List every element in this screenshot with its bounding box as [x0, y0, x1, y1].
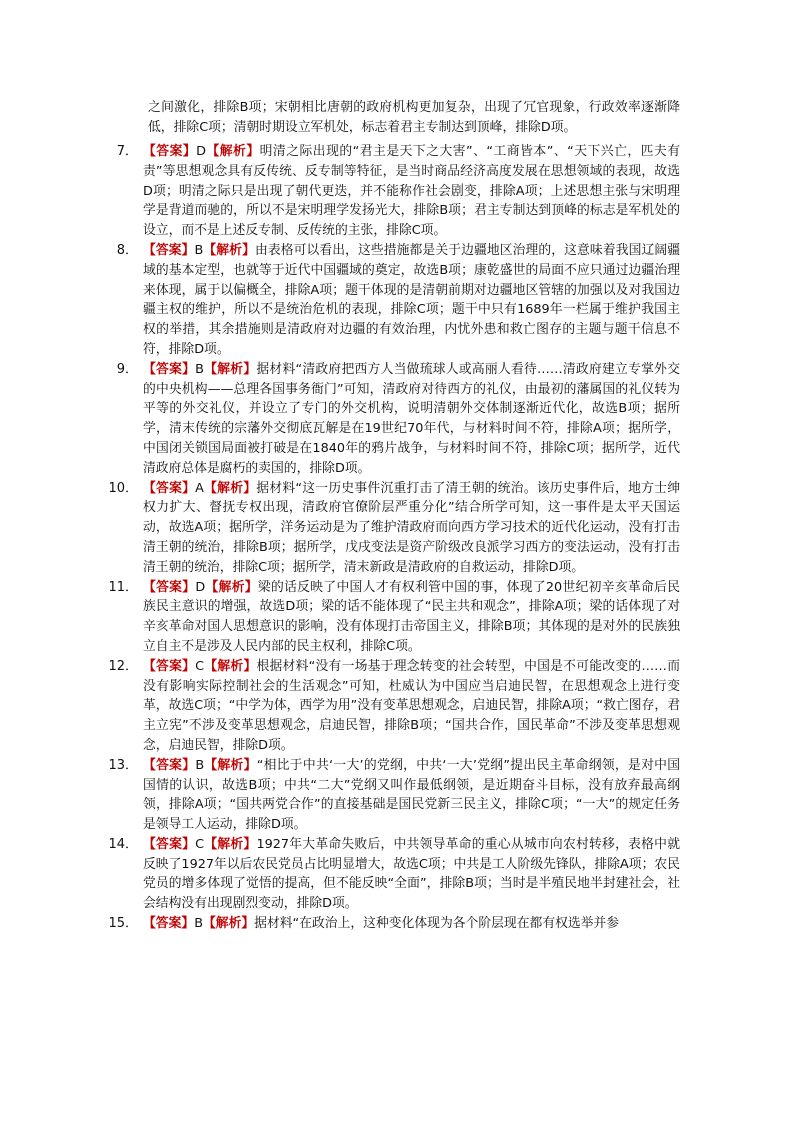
answer-choice: A — [195, 480, 204, 496]
item-number: 11． — [108, 579, 138, 595]
item-number: 14． — [108, 836, 138, 852]
answer-label: 【答案】 — [143, 836, 196, 852]
item-number: 15． — [108, 916, 138, 932]
item-number: 8． — [116, 242, 138, 258]
answer-item — [105, 657, 680, 756]
analysis-label: 【解析】 — [206, 144, 260, 159]
item-body — [143, 657, 680, 756]
analysis-text: 据材料“这一历史事件沉重打击了清王朝的统治。该历史事件后，地方士绅权力扩大、督抚专权出现，清政府官僚阶层严重分化”结合所学可知，这一事件是太平天国运动，故选A项；据所学，洋务运动是为了维护清政府而向西方学习技术的近代化运动，没有打击清王朝的统治，排除B项；据所学，戊戌变法是资产阶级改良派学习西方的变法运动，没有打击清王朝的统治，排除C项；据所学，清末新政是清政府的自救运动，排除D项。 — [143, 480, 680, 575]
item-number: 13． — [108, 757, 138, 773]
analysis-text: 明清之际出现的“君主是天下之大害”、“工商皆本”、“天下兴亡，匹夫有责”等思想观念具有反传统、反专制等特征，是当时商品经济高度发展在思想领域的表现，故选D项；明清之际只是出现了朝代更迭，并不能称作社会剧变，排除A项；上述思想主张与宋明理学是背道而驰的，所以不是宋明理学发扬光大，排除B项；君主专制达到顶峰的标志是军机处的设立，而不是上述反专制、反传统的主张，排除C项。 — [143, 144, 681, 239]
answer-item — [105, 914, 680, 934]
answer-choice: B — [194, 242, 204, 258]
answer-item — [105, 241, 680, 360]
item-number: 7． — [116, 144, 138, 159]
answer-item — [105, 578, 680, 657]
analysis-label: 【解析】 — [204, 658, 257, 674]
analysis-label: 【解析】 — [202, 916, 255, 932]
answer-choice: C — [195, 836, 205, 852]
answer-choice: C — [195, 658, 205, 674]
answer-choice: D — [196, 144, 206, 159]
answer-label: 【答案】 — [143, 916, 195, 932]
item-body — [143, 578, 680, 657]
answer-list — [105, 142, 680, 934]
answer-label: 【答案】 — [143, 579, 196, 595]
item-body — [143, 142, 680, 241]
answer-item — [105, 835, 680, 914]
analysis-text: 据材料“在政治上，这种变化体现为各个阶层现在都有权选举并参 — [254, 916, 620, 932]
item-number: 12． — [108, 658, 138, 674]
item-number: 9． — [116, 361, 138, 377]
answer-item — [105, 479, 680, 578]
item-body — [143, 914, 680, 934]
analysis-text: 根据材料“没有一场基于理念转变的社会转型，中国是不可能改变的……而没有影响实际控制社会的生活观念”可知，杜威认为中国应当启迪民智，在思想观念上进行变革，故选C项；“中学为体，西学为用”没有变革思想观念，启迪民智，排除A项；“救亡图存，君主立宪”不涉及变革思想观念，启迪民智，排除B项；“国共合作，国民革命”不涉及变革思想观念，启迪民智，排除D项。 — [143, 658, 681, 753]
answer-item — [105, 756, 680, 835]
analysis-text: 据材料“清政府把西方人当做琉球人或高丽人看待……清政府建立专掌外交的中央机构——总理各国事务衙门”可知，清政府对待西方的礼仪，由最初的藩属国的礼仪转为平等的外交礼仪，并设立了专门的外交机构，说明清朝外交体制逐渐近代化，故选B项；据所学，清末传统的宗藩外交彻底瓦解是在19世纪70年代，与材料时间不符，排除A项；据所学，中国闭关锁国局面被打破是在1840年的鸦片战争，与材料时间不符，排除C项；据所学，近代清政府总体是腐朽的卖国的，排除D项。 — [143, 361, 681, 476]
answer-choice: B — [195, 361, 204, 377]
answer-label: 【答案】 — [143, 658, 196, 674]
analysis-text: 1927年大革命失败后，中共领导革命的重心从城市向农村转移，表格中就反映了1927年以后农民党员占比明显增大，故选C项；中共是工人阶级先锋队，排除A项；农民党员的增多体现了觉悟的提高，但不能反映“全面”，排除B项；当时是半殖民地半封建社会，社会结构没有出现剧烈变动，排除D项。 — [143, 836, 681, 912]
answer-item — [105, 360, 680, 479]
analysis-label: 【解析】 — [203, 242, 255, 258]
analysis-label: 【解析】 — [203, 361, 257, 377]
answer-label: 【答案】 — [143, 242, 195, 258]
answer-choice: D — [195, 579, 206, 595]
analysis-label: 【解析】 — [204, 836, 257, 852]
answer-choice: B — [194, 916, 203, 932]
analysis-text: 由表格可以看出，这些措施都是关于边疆地区治理的，这意味着我国辽阔疆域的基本定型，也就等于近代中国疆域的奠定，故选B项；康乾盛世的局面不应只通过边疆治理来体现，属于以偏概全，排除A项；题干体现的是清朝前期对边疆地区管辖的加强以及对我国边疆主权的维护，所以不是统治危机的表现，排除C项；题干中只有1689年一栏属于维护我国主权的举措，其余措施则是清政府对边疆的有效治理，内忧外患和救亡图存的主题与题干信息不符，排除D项。 — [143, 242, 681, 357]
answer-label: 【答案】 — [143, 144, 197, 159]
analysis-text: “相比于中共‘一大’的党纲，中共‘一大’党纲”提出民主革命纲领，是对中国国情的认识，故选B项；中共“二大”党纲又叫作最低纲领，是近期奋斗目标，没有放弃最高纲领，排除A项；“国共两党合作”的直接基础是国民党新三民主义，排除C项；“一大”的规定任务是领导工人运动，排除D项。 — [143, 757, 681, 833]
analysis-label: 【解析】 — [203, 480, 257, 496]
item-body — [143, 756, 680, 835]
answer-choice: B — [195, 757, 205, 773]
answer-label: 【答案】 — [143, 480, 196, 496]
answer-label: 【答案】 — [143, 361, 196, 377]
item-body — [143, 479, 680, 578]
analysis-text: 梁的话反映了中国人才有权利管中国的事，体现了20世纪初辛亥革命后民族民主意识的增强，故选D项；梁的话不能体现了“民主共和观念”，排除A项；梁的话体现了对辛亥革命对国人思想意识的影响，没有体现打击帝国主义，排除B项；其体现的是对外的民族独立自主不是涉及人民内部的民主权利，排除C项。 — [143, 579, 681, 654]
item-body — [143, 241, 680, 360]
analysis-label: 【解析】 — [205, 579, 258, 595]
item-body — [143, 360, 680, 479]
item-number: 10． — [108, 480, 138, 496]
item-body — [143, 835, 680, 914]
answer-label: 【答案】 — [143, 757, 196, 773]
continuation-paragraph: 之间激化，排除B项；宋朝相比唐朝的政府机构更加复杂，出现了冗官现象，行政效率逐渐降低，排除C项；清朝时期设立军机处，标志着君主专制达到顶峰，排除D项。 — [148, 100, 680, 135]
analysis-label: 【解析】 — [204, 757, 257, 773]
answer-item — [105, 142, 680, 241]
